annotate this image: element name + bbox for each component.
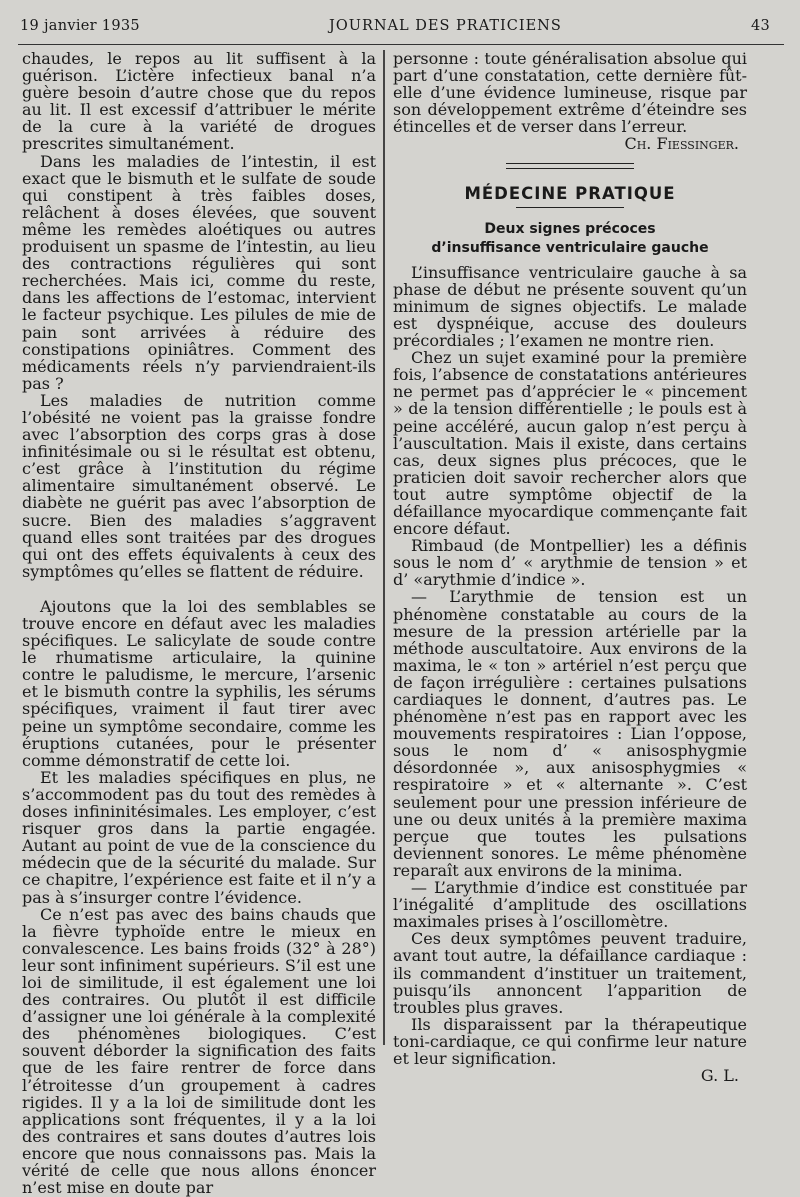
right-continuation bbox=[393, 50, 747, 135]
left-paragraph-6: Ce n’est pas avec des bains chauds que la fièvre typhoïde entre le mieux en convalescence. Les bains froids (32° à 28°) leur sont infiniment supérieurs. S’il est une loi de similitude, il est également une loi des contraires. Ou plutôt il est difficile d’assigner une loi générale à la complexité des phénomènes biologiques. C’est souvent déborder la signification des faits que de les faire rentrer de force dans l’étroitesse d’un groupement à cadres rigides. Il y a la loi de similitude dont les applications sont fréquentes, il y a la loi des contraires et sans doutes d’autres lois encore que nous connaissons pas. Mais la vérité de celle que nous allons énoncer n’est mise en doute par bbox=[22, 904, 376, 1197]
article-paragraph-7-text: Ils disparaissent par la thérapeutique toni-cardiaque, ce qui confirme leur nature et leur signification. bbox=[393, 1014, 747, 1068]
article-paragraph-6: Ces deux symptômes peuvent traduire, avant tout autre, la défaillance cardiaque : ils commandent d’instituer un traitement, puisqu’ils annoncent l’apparition de troubles plus graves. bbox=[393, 929, 747, 1017]
left-paragraph-5: Et les maladies spécifiques en plus, ne s’accommodent pas du tout des remèdes à doses infininitésimales. Les employer, c’est risquer gros dans la partie engagée. Autant au point de vue de la conscience du médecin que de la sécurité du malade. Sur ce chapitre, l’expérience est faite et il n’y a pas à s’insurger contre l’évidence. bbox=[22, 767, 376, 907]
section-separator bbox=[506, 163, 634, 169]
page-header bbox=[20, 18, 770, 34]
left-paragraph-2: Dans les maladies de l’intestin, il est exact que le bismuth et le sulfate de soude qui constipent à très faibles doses, relâchent à doses élevées, que souvent même les remèdes aloétiques ou autres produisent un spasme de l’intestin, au lieu des contractions régulières qui sont recherchées. Mais ici, comme du reste, dans les affections de l’estomac, intervient le facteur psychique. Les pilules de mie de pain sont arrivées à réduire des constipations opiniâtres. Comment des médicaments réels n’y parviendraient-ils pas ? bbox=[22, 151, 376, 393]
author-signature-text: Ch. Fiessinger. bbox=[624, 134, 739, 154]
continuation-text: personne : toute généralisation absolue qui part d’une constatation, cette dernière fût-elle d’une évidence lumineuse, risque par son développement extrême d’éteindre ses étincelles et de verser dans l’erreur. bbox=[393, 49, 747, 137]
header-page-number: 43 bbox=[750, 18, 770, 34]
article-paragraph-1: L’insuffisance ventriculaire gauche à sa phase de début ne présente souvent qu’un minimum de signes objectifs. Le malade est dyspnéique, accuse des douleurs précordiales ; l’examen ne montre rien. bbox=[393, 262, 747, 351]
article-paragraph-4: — L’arythmie de tension est un phénomène constatable au cours de la mesure de la pression artérielle par la méthode auscultatoire. Aux environs de la maxima, le « ton » artériel n’est perçu que de façon irrégulière : certaines pulsations cardiaques le donnent, d’autres pas. Le phénomène n’est pas en rapport avec les mouvements respiratoires : Lian l’oppose, sous le nom d’ « anisosphygmie désordonnée », aux anisosphygmies « respiratoire » et « alternante ». C’est seulement pour une pression inférieure de une ou deux unités à la première maxima perçue que toutes les pulsations deviennent sonores. Le même phénomène reparaît aux environs de la minima. bbox=[393, 587, 747, 880]
header-date: 19 janvier 1935 bbox=[20, 18, 140, 34]
article-paragraph-2: Chez un sujet examiné pour la première fois, l’absence de constatations antérieures ne permet pas d’apprécier le « pincement » de la tension différentielle ; le pouls est à peine accéléré, aucun galop n’est perçu à l’auscultation. Mais il existe, dans certains cas, deux signes plus précoces, que le praticien doit savoir rechercher alors que tout autre symptôme objectif de la défaillance myocardique commençante fait encore défaut. bbox=[393, 348, 747, 539]
author-signature bbox=[393, 135, 747, 152]
section-title: MÉDECINE PRATIQUE bbox=[464, 183, 676, 203]
header-rule bbox=[18, 44, 784, 45]
article-title-line-2: d’insuffisance ventriculaire gauche bbox=[431, 239, 709, 256]
left-column bbox=[22, 50, 376, 1196]
article-body bbox=[393, 264, 747, 1085]
article-title bbox=[393, 220, 747, 258]
article-title-line-1: Deux signes précoces bbox=[484, 220, 656, 237]
article-paragraph-5: — L’arythmie d’indice est constituée par l’inégalité d’amplitude des oscillations maximales prises à l’oscillomètre. bbox=[393, 878, 747, 932]
section-title-underline bbox=[516, 207, 624, 208]
left-paragraph-3: Les maladies de nutrition comme l’obésité ne voient pas la graisse fondre avec l’absorption des corps gras à dose infinitésimale ou si le résultat est obtenu, c’est grâce à l’institution du régime alimentaire simultanément observé. Le diabète ne guérit pas avec l’absorption de sucre. Bien des maladies s’aggravent quand elles sont traitées par des drogues qui ont des effets équivalents à ceux des symptômes qu’elles se flattent de réduire. bbox=[22, 390, 376, 581]
column-divider bbox=[383, 50, 385, 1045]
right-column bbox=[393, 50, 747, 1084]
article-paragraph-7 bbox=[393, 1016, 747, 1067]
left-paragraph-4: Ajoutons que la loi des semblables se trouve encore en défaut avec les maladies spécifiques. Le salicylate de soude contre le rhumatisme articulaire, la quinine contre le paludisme, le mercure, l’arsenic et le bismuth contre la syphilis, les sérums spécifiques, vraiment il faut tirer avec peine un symptôme secondaire, comme les éruptions cutanées, pour le présenter comme démonstratif de cette loi. bbox=[22, 596, 376, 770]
article-paragraph-3: Rimbaud (de Montpellier) les a définis sous le nom d’ « arythmie de tension » et d’ «arythmie d’indice ». bbox=[393, 536, 747, 590]
left-paragraph-1: chaudes, le repos au lit suffisent à la guérison. L’ictère infectieux banal n’a guère besoin d’autre chose que du repos au lit. Il est excessif d’attribuer le mérite de la cure à la variété de drogues prescrites simultanément. bbox=[22, 49, 376, 154]
final-signature-text: G. L. bbox=[700, 1066, 739, 1086]
final-signature bbox=[393, 1067, 747, 1084]
header-journal-title: JOURNAL DES PRATICIENS bbox=[329, 18, 562, 34]
